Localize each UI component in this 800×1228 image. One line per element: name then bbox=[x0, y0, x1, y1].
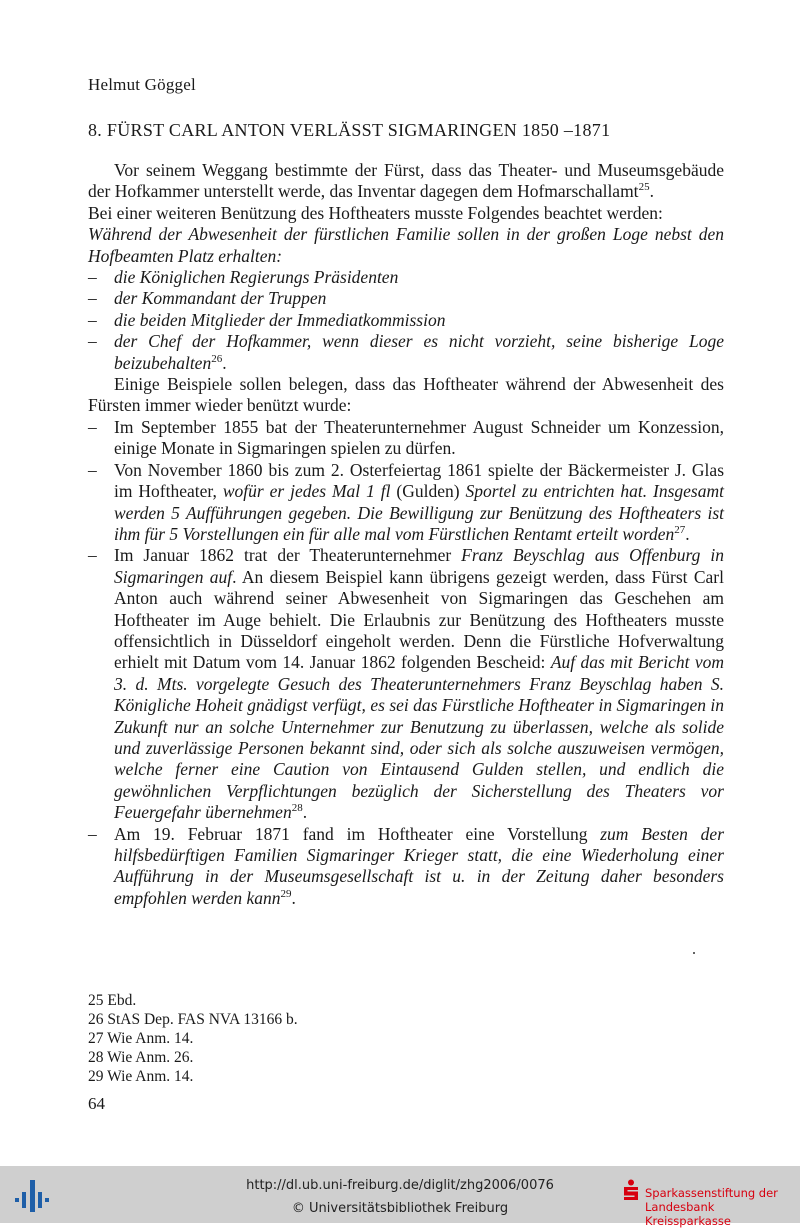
footnote-ref-28[interactable]: 28 bbox=[291, 802, 303, 815]
list-item: – die Königlichen Regierungs Präsidenten bbox=[88, 267, 399, 288]
page-number: 64 bbox=[88, 1094, 105, 1113]
section-heading: 8. FÜRST CARL ANTON VERLÄSST SIGMARINGEN 1850 –1871 bbox=[88, 120, 611, 140]
viewer-footer-bar bbox=[0, 1166, 800, 1228]
sponsor-text[interactable]: Sparkassenstiftung der Landesbank Kreissparkasse bbox=[645, 1186, 778, 1228]
paragraph-2: Bei einer weiteren Benützung des Hoftheaters musste Folgendes beachtet werden: bbox=[88, 202, 663, 223]
copyright-notice: © Universitätsbibliothek Freiburg bbox=[291, 1201, 509, 1216]
paragraph-1: Vor seinem Weggang bestimmte der Fürst, dass das Theater- und Museumsgebäude der Hofkammer unterstellt werde, das Inventar dagegen dem Hofmarschallamt$^{25}$. bbox=[88, 160, 724, 202]
footnote-27: 27 Wie Anm. 14. bbox=[88, 1030, 194, 1047]
footnote-ref-29[interactable]: 29 bbox=[280, 887, 292, 900]
footnote-ref-27[interactable]: 27 bbox=[674, 524, 686, 537]
example-item-4: – Am 19. Februar 1871 fand im Hoftheater eine Vorstellung zum Besten der hilfsbedürftigen Familien Sigmaringer Krieger statt, die eine Wiederholung einer Aufführung in der Museumsgesellschaft ist u. in der Zeitung daher besonders empfohlen werden kann$^{29}$. bbox=[88, 823, 724, 908]
footnote-28: 28 Wie Anm. 26. bbox=[88, 1049, 194, 1066]
paragraph-4: Einige Beispiele sollen belegen, dass das Hoftheater während der Abwesenheit des Fürsten immer wieder benützt wurde: bbox=[88, 374, 724, 416]
list-item: – die beiden Mitglieder der Immediatkommission bbox=[88, 309, 446, 330]
paragraph-3-quote: Während der Abwesenheit der fürstlichen Familie sollen in der großen Loge nebst den Hofbeamten Platz erhalten: bbox=[88, 224, 724, 266]
university-library-logo-icon[interactable] bbox=[12, 1176, 52, 1216]
list-item: – der Chef der Hofkammer, wenn dieser es nicht vorzieht, seine bisherige Loge beizubehalten$^{26}$. bbox=[88, 331, 724, 373]
body-text bbox=[88, 160, 724, 909]
footnote-29: 29 Wie Anm. 14. bbox=[88, 1068, 194, 1085]
scan-speck bbox=[693, 952, 695, 954]
footnote-ref-25[interactable]: 25 bbox=[638, 181, 650, 194]
footnote-25: 25 Ebd. bbox=[88, 992, 137, 1009]
permalink-url[interactable]: http://dl.ub.uni-freiburg.de/diglit/zhg2006/0076 bbox=[246, 1178, 554, 1193]
list-item: – der Kommandant der Truppen bbox=[88, 288, 327, 309]
sparkasse-logo-icon[interactable] bbox=[622, 1179, 640, 1201]
footnote-ref-26[interactable]: 26 bbox=[211, 352, 223, 365]
footnote-26: 26 StAS Dep. FAS NVA 13166 b. bbox=[88, 1011, 298, 1028]
example-item-2: – Von November 1860 bis zum 2. Osterfeiertag 1861 spielte der Bäckermeister J. Glas im Hoftheater, wofür er jedes Mal 1 fl (Gulden) Sportel zu entrichten hat. Insgesamt werden 5 Aufführungen gegeben. Die Bewilligung zur Benützung des Hoftheaters ist ihm für 5 Vorstellungen ein für alle mal vom Fürstlichen Rentamt erteilt worden$^{27}$. bbox=[88, 459, 724, 544]
running-head: Helmut Göggel bbox=[88, 75, 196, 94]
example-item-1: – Im September 1855 bat der Theaterunternehmer August Schneider um Konzession, einige Monate in Sigmaringen spielen zu dürfen. bbox=[88, 416, 724, 459]
footnotes bbox=[88, 991, 298, 1086]
example-item-3: – Im Januar 1862 trat der Theaterunternehmer Franz Beyschlag aus Offenburg in Sigmaringen auf. An diesem Beispiel kann übrigens gezeigt werden, dass Fürst Carl Anton auch während seiner Abwesenheit von Sigmaringen das Geschehen am Hoftheater im Auge behielt. Die Erlaubnis zur Benützung des Hoftheaters musste offensichtlich in Düsseldorf eingeholt werden. Denn die Fürstliche Hofverwaltung erhielt mit Datum vom 14. Januar 1862 folgenden Bescheid: Auf das mit Bericht vom 3. d. Mts. vorgelegte Gesuch des Theaterunternehmers Franz Beyschlag haben S. Königliche Hoheit gnädigst verfügt, es sei das Fürstliche Hoftheater in Sigmaringen in Zukunft nur an solche Unternehmer zur Benutzung zu überlassen, welche als solide und zuverlässige Personen bekannt sind, oder sich als solche auszuweisen vermögen, welche ferner eine Caution von Eintausend Gulden stellen, und endlich die gewöhnlichen Verpflichtungen bezüglich der Sicherstellung des Theaters vor Feuergefahr übernehmen$^{28}$. bbox=[88, 545, 725, 823]
